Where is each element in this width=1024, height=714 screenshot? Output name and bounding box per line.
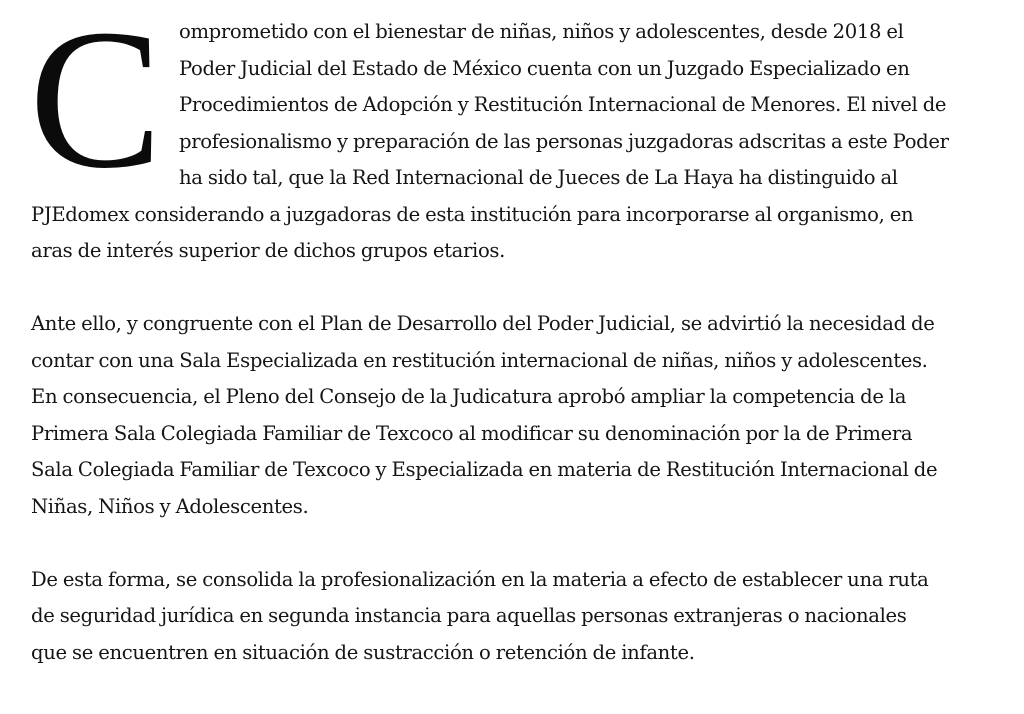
text-line: que se encuentren en situación de sustracción o retención de infante. bbox=[31, 640, 695, 664]
paragraph-3 bbox=[31, 562, 1011, 672]
text-line: PJEdomex considerando a juzgadoras de esta institución para incorporarse al organismo, en bbox=[31, 202, 914, 226]
text-line: Primera Sala Colegiada Familiar de Texcoco al modificar su denominación por la de Primera bbox=[31, 421, 913, 445]
text-line: de seguridad jurídica en segunda instancia para aquellas personas extranjeras o nacionales bbox=[31, 604, 907, 627]
text-line: Sala Colegiada Familiar de Texcoco y Especializada en materia de Restitución Internacional de bbox=[31, 458, 938, 481]
paragraph-1-indented-lines bbox=[179, 14, 949, 197]
article-body bbox=[29, 0, 1011, 671]
text-line: ha sido tal, que la Red Internacional de Jueces de La Haya ha distinguido al bbox=[179, 166, 898, 189]
text-line: Niñas, Niños y Adolescentes. bbox=[31, 494, 309, 518]
text-line: contar con una Sala Especializada en restitución internacional de niñas, niños y adolescentes. bbox=[31, 348, 928, 372]
paragraph-1 bbox=[29, 0, 1011, 270]
text-line: Procedimientos de Adopción y Restitución Internacional de Menores. El nivel de bbox=[179, 93, 947, 116]
text-line: Poder Judicial del Estado de México cuenta con un Juzgado Especializado en bbox=[179, 56, 910, 80]
text-line: Ante ello, y congruente con el Plan de Desarrollo del Poder Judicial, se advirtió la necesidad de bbox=[31, 312, 935, 335]
paragraph-1-first-block bbox=[29, 0, 1011, 210]
paragraph-2 bbox=[31, 306, 1011, 525]
text-line: aras de interés superior de dichos grupos etarios. bbox=[31, 239, 505, 262]
text-line: profesionalismo y preparación de las personas juzgadoras adscritas a este Poder bbox=[179, 129, 949, 153]
text-line: omprometido con el bienestar de niñas, niños y adolescentes, desde 2018 el bbox=[179, 20, 904, 43]
drop-cap: C bbox=[29, 0, 163, 210]
text-line: En consecuencia, el Pleno del Consejo de la Judicatura aprobó ampliar la competencia de la bbox=[31, 385, 907, 408]
text-line: De esta forma, se consolida la profesionalización en la materia a efecto de establecer una ruta bbox=[31, 567, 929, 591]
